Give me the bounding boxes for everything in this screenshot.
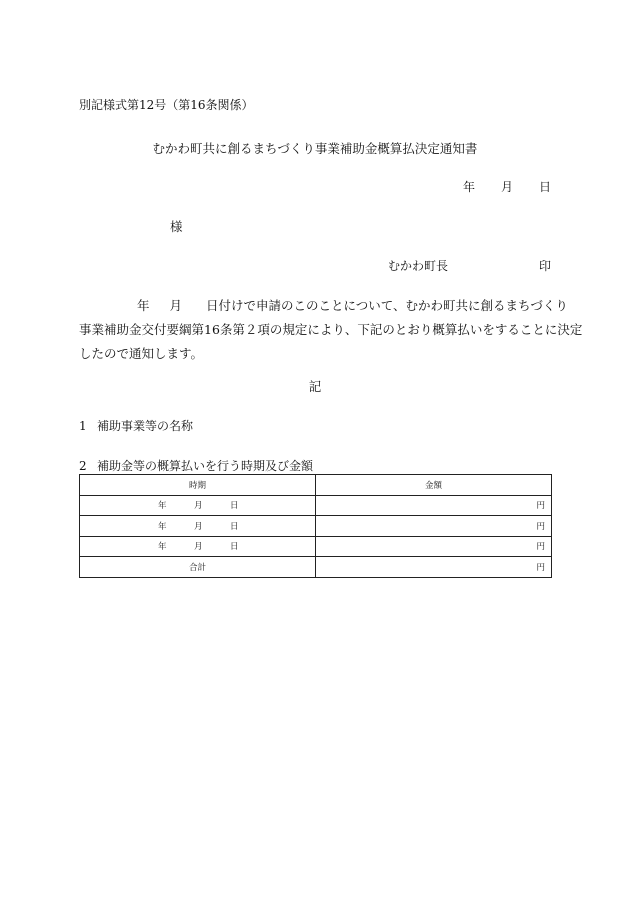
issuer-name: むかわ町長 [388,259,449,273]
row-day: 日 [230,521,239,532]
body-line-3: したので通知します。 [79,346,204,361]
form-number: 別記様式第12号（第16条関係） [79,98,254,112]
table-header-row [80,475,552,496]
period-cell [80,536,316,557]
body-year-label: 年 [137,298,150,313]
table-row [80,495,552,516]
table-total-row [80,557,552,578]
item-1-number: 1 [79,419,87,433]
total-label: 合計 [80,557,316,578]
item-1-label: 補助事業等の名称 [97,419,194,433]
amount-cell: 円 [316,495,552,516]
ki-heading: 記 [308,379,322,394]
body-paragraph [79,294,583,366]
body-line-1: 日付けで申請のこのことについて、むかわ町共に創るまちづくり [206,298,568,313]
amount-cell: 円 [316,536,552,557]
row-day: 日 [230,501,239,512]
total-amount-cell: 円 [316,557,552,578]
header-amount: 金額 [316,475,552,496]
row-day: 日 [230,542,239,553]
row-month: 月 [194,501,203,512]
amount-cell: 円 [316,516,552,537]
payment-schedule-table [79,474,552,578]
header-period: 時期 [80,475,316,496]
seal-mark: 印 [538,259,551,273]
row-year: 年 [158,521,167,532]
item-2-number: 2 [79,459,87,473]
row-month: 月 [194,542,203,553]
row-year: 年 [158,501,167,512]
body-line-2: 事業補助金交付要綱第16条第２項の規定により、下記のとおり概算払いをすることに決定 [79,322,583,337]
item-1 [79,417,193,434]
period-cell [80,516,316,537]
item-2 [79,457,313,474]
item-2-label: 補助金等の概算払いを行う時期及び金額 [97,459,314,473]
table-row [80,536,552,557]
table-row [80,516,552,537]
date-month-label: 月 [500,180,513,194]
document-title: むかわ町共に創るまちづくり事業補助金概算払決定通知書 [152,141,478,156]
body-month-label: 月 [169,298,183,313]
period-cell [80,495,316,516]
row-month: 月 [194,521,203,532]
addressee-suffix: 様 [170,219,183,234]
date-year-label: 年 [462,180,475,194]
row-year: 年 [158,542,167,553]
issue-date-line [463,178,551,195]
date-day-label: 日 [538,180,551,194]
